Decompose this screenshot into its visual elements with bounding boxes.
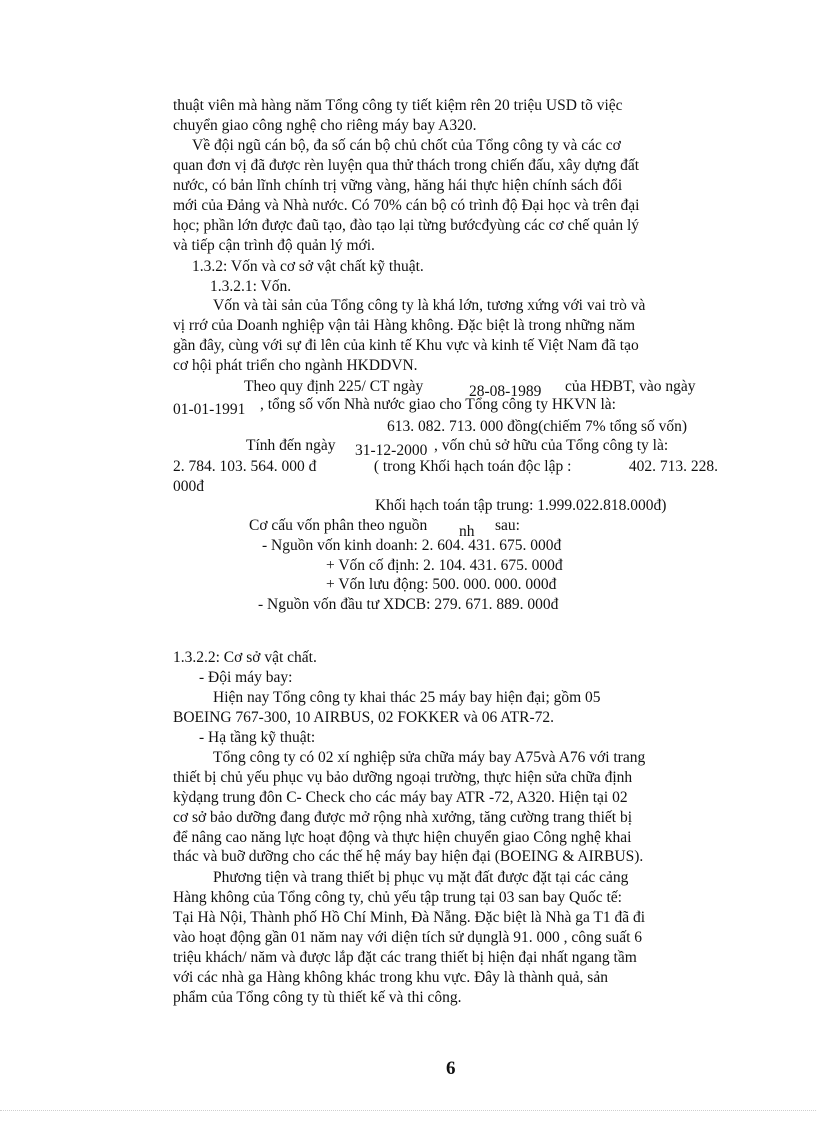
capital-item-investment: - Nguồn vốn đầu tư XDCB: 279. 671. 889. 000đ — [258, 596, 559, 613]
infra-line-3: kỳdạng trung đôn C- Check cho các máy bay ATR -72, A320. Hiện tại 02 — [173, 789, 628, 806]
p5-line-1-text-b: , vốn chủ sở hữu của Tổng công ty là: — [434, 437, 669, 454]
p5-line-4: Khối hạch toán tập trung: 1.999.022.818.000đ) — [375, 497, 667, 514]
p5-total-capital: 2. 784. 103. 564. 000 đ — [173, 458, 317, 475]
ground-line-3: Tại Hà Nội, Thành phố Hồ Chí Minh, Đà Nẵng. Đặc biệt là Nhà ga T1 đã đi — [173, 909, 646, 926]
p5-line-1-text-a: Tính đến ngày — [246, 437, 336, 454]
capital-item-working: + Vốn lưu động: 500. 000. 000. 000đ — [326, 576, 557, 593]
infra-label: - Hạ tầng kỹ thuật: — [199, 729, 316, 746]
capital-item-business: - Nguồn vốn kinh doanh: 2. 604. 431. 675. 000đ — [262, 537, 562, 554]
ground-line-5: triệu khách/ năm và được lắp đặt các trang thiết bị hiện đại nhất ngang tầm — [173, 949, 637, 966]
section-heading-1-3-2: 1.3.2: Vốn và cơ sở vật chất kỹ thuật. — [192, 258, 424, 275]
fleet-label: - Đội máy bay: — [199, 669, 293, 686]
p3-line-4: cơ hội phát triển cho ngành HKDDVN. — [173, 357, 418, 374]
ground-line-2: Hàng không của Tổng công ty, chủ yếu tập trung tại 03 san bay Quốc tế: — [173, 889, 622, 906]
p3-line-1: Vốn và tài sản của Tổng công ty là khá lớn, tương xứng với vai trò và — [213, 297, 646, 314]
ground-line-6: với các nhà ga Hàng không khác trong khu vực. Đây là thành quả, sản — [173, 969, 608, 986]
section-heading-1-3-2-2: 1.3.2.2: Cơ sở vật chất. — [173, 649, 317, 666]
p2-line-5: học; phần lớn được đaũ tạo, đào tạo lại từng bướcđyùng các cơ chế quản lý — [173, 217, 640, 234]
p4-line-1-text-a: Theo quy định 225/ CT ngày — [244, 378, 424, 395]
fleet-line-1: Hiện nay Tổng công ty khai thác 25 máy bay hiện đại; gồm 05 — [213, 689, 601, 706]
infra-line-1: Tổng công ty có 02 xí nghiệp sửa chữa máy bay A75và A76 với trang — [213, 749, 646, 766]
capital-intro-b: sau: — [495, 517, 520, 534]
p4-date-2: 01-01-1991 — [173, 401, 246, 418]
capital-intro-sub: nh — [459, 523, 475, 540]
section-heading-1-3-2-1: 1.3.2.1: Vốn. — [210, 278, 292, 295]
p2-line-1: Về đội ngũ cán bộ, đa số cán bộ chủ chốt của Tổng công ty và các cơ — [192, 137, 621, 154]
p5-independent-accounting: ( trong Khối hạch toán độc lập : — [373, 458, 572, 475]
p4-date-1: 28-08-1989 — [469, 383, 542, 400]
ground-line-7: phẩm của Tổng công ty tù thiết kế và thi công. — [173, 989, 462, 1006]
infra-line-2: thiết bị chủ yếu phục vụ bảo dưỡng ngoại trường, thực hiện sửa chữa định — [173, 769, 633, 786]
p5-date: 31-12-2000 — [355, 442, 428, 459]
p2-line-6: và tiếp cận trình độ quản lý mới. — [173, 237, 375, 254]
p3-line-3: gần đây, cùng với sự đi lên của kinh tế Khu vực và kinh tế Việt Nam đã tạo — [173, 337, 639, 354]
p4-line-1-text-b: của HĐBT, vào ngày — [565, 378, 696, 395]
p2-line-4: mới của Đảng và Nhà nước. Có 70% cán bộ có trình độ Đại học và trên đại — [173, 197, 640, 214]
p1-line-2: chuyển giao công nghệ cho riêng máy bay A320. — [173, 117, 477, 134]
p5-line-3: 000đ — [173, 478, 204, 495]
p5-line-2 — [173, 457, 718, 477]
capital-item-fixed: + Vốn cố định: 2. 104. 431. 675. 000đ — [326, 557, 563, 574]
infra-line-4: cơ sở bảo dưỡng đang được mở rộng nhà xưởng, tăng cường trang thiết bị — [173, 809, 633, 826]
ground-line-1: Phương tiện và trang thiết bị phục vụ mặt đất được đặt tại các cảng — [213, 869, 629, 886]
infra-line-5: để nâng cao năng lực hoạt động và thực hiện chuyển giao Công nghệ khai — [173, 829, 632, 846]
p2-line-3: nước, có bản lĩnh chính trị vững vàng, hăng hái thực hiện chính sách đổi — [173, 177, 623, 194]
page-bottom-divider — [0, 1110, 816, 1112]
p4-amount: 613. 082. 713. 000 đồng(chiếm 7% tổng số vốn) — [387, 418, 688, 435]
capital-intro-a: Cơ cấu vốn phân theo nguồn — [249, 517, 428, 534]
infra-line-6: thác và buỡ dưỡng cho các thế hệ máy bay hiện đại (BOEING & AIRBUS). — [173, 848, 644, 865]
p5-independent-amount: 402. 713. 228. — [628, 458, 718, 475]
p3-line-2: vị rrớ của Doanh nghiệp vận tải Hàng không. Đặc biệt là trong những năm — [173, 317, 636, 334]
page-number: 6 — [446, 1058, 456, 1079]
fleet-line-2: BOEING 767-300, 10 AIRBUS, 02 FOKKER và 06 ATR-72. — [173, 709, 555, 726]
p2-line-2: quan đơn vị đã được rèn luyện qua thử thách trong chiến đấu, xây dựng đất — [173, 157, 639, 174]
p1-line-1: thuật viên mà hàng năm Tổng công ty tiết kiệm rên 20 triệu USD tõ việc — [173, 97, 623, 114]
ground-line-4: vào hoạt động gần 01 năm nay với diện tích sử dụnglà 91. 000 , công suất 6 — [173, 929, 643, 946]
p4-line-2-text: , tổng số vốn Nhà nước giao cho Tổng công ty HKVN là: — [260, 396, 616, 413]
